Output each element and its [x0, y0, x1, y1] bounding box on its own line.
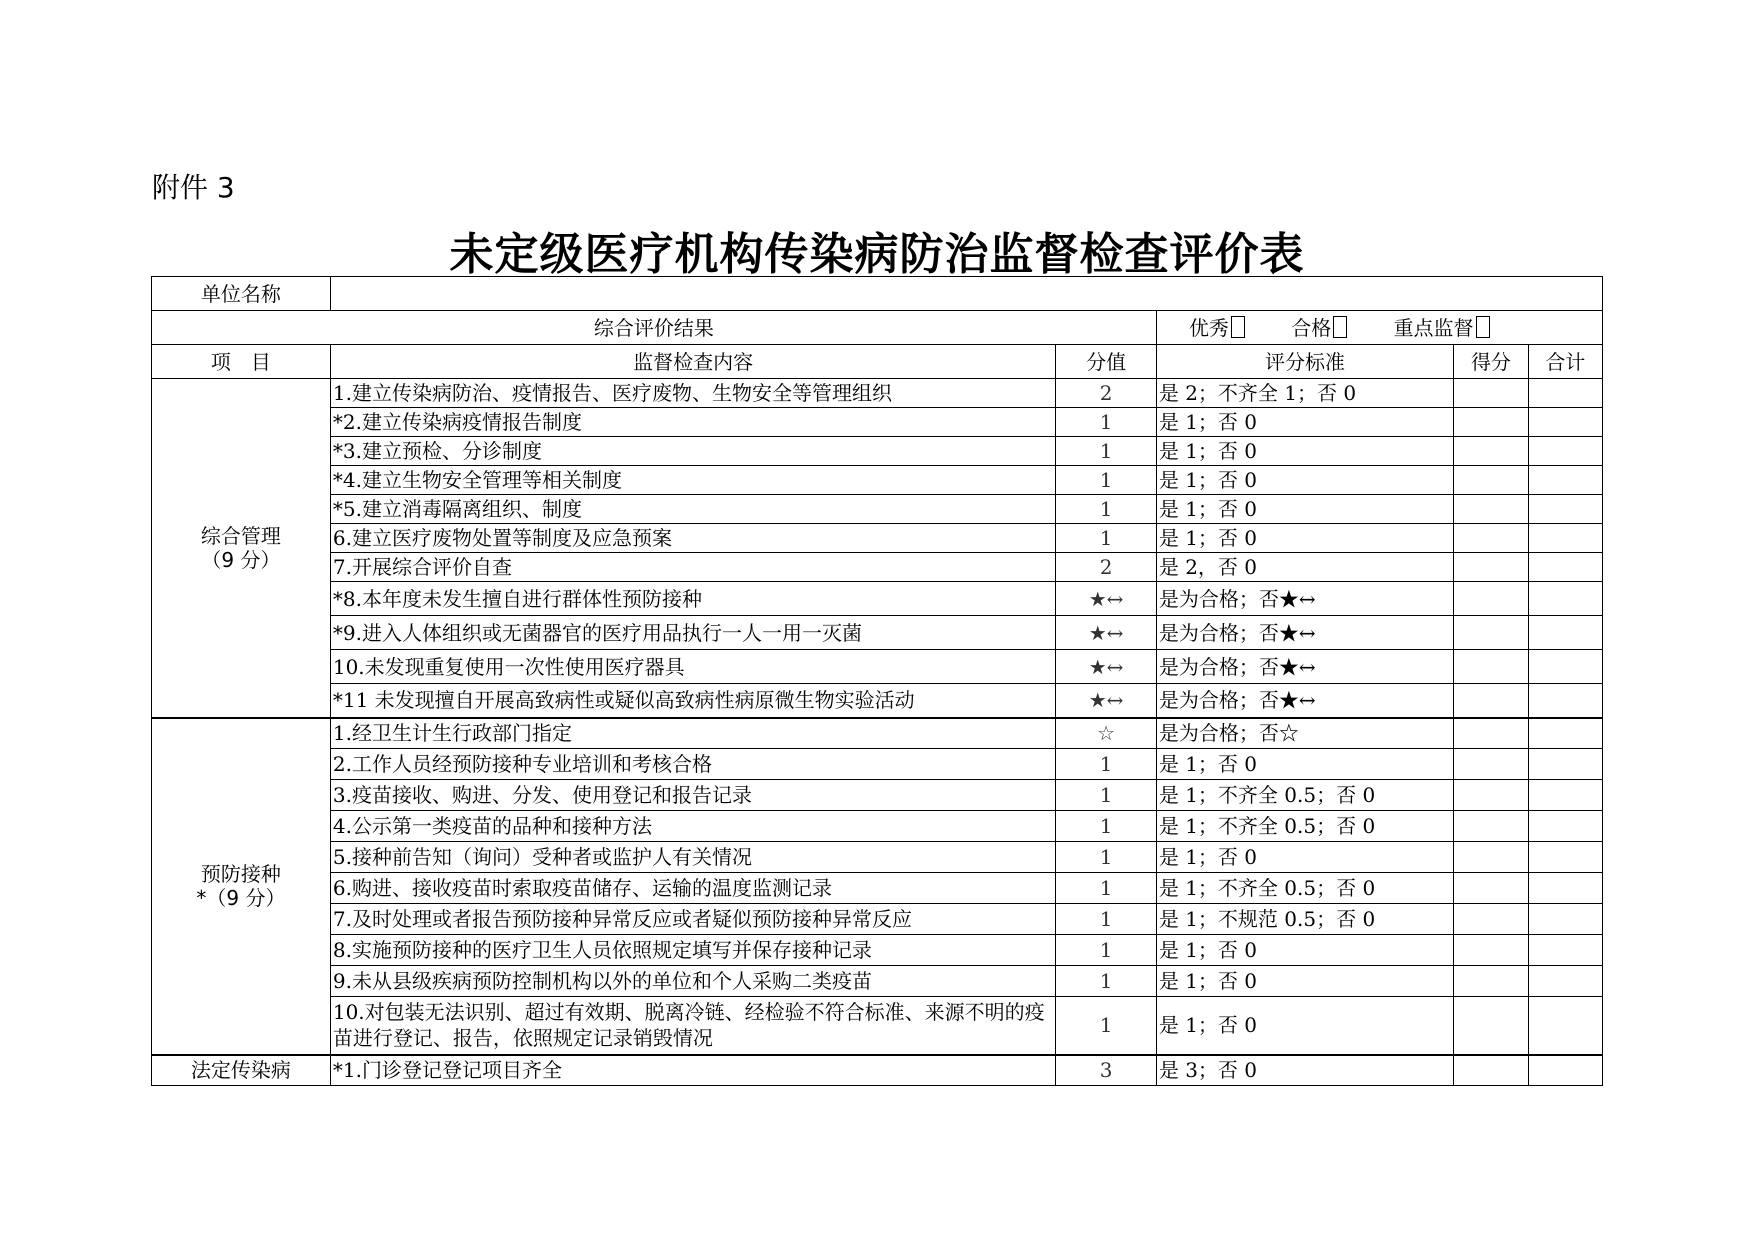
checkbox-icon[interactable] — [1476, 316, 1490, 338]
table-row — [152, 935, 1603, 966]
scoring-standard: 是 1；不齐全 0.5；否 0 — [1156, 811, 1453, 842]
table-row — [152, 495, 1603, 524]
scoring-standard: 是 1；否 0 — [1156, 408, 1453, 437]
overall-label: 综合评价结果 — [152, 311, 1157, 345]
header-standard: 评分标准 — [1156, 345, 1453, 379]
table-row — [152, 650, 1603, 684]
check-content: 2.工作人员经预防接种专业培训和考核合格 — [330, 749, 1056, 780]
scoring-standard: 是 3；否 0 — [1156, 1055, 1453, 1086]
total-score-field[interactable] — [1528, 495, 1602, 524]
unit-label: 单位名称 — [152, 277, 331, 311]
got-score-field[interactable] — [1454, 495, 1528, 524]
section-name-cell — [152, 1055, 331, 1086]
check-content: *9.进入人体组织或无菌器官的医疗用品执行一人一用一灭菌 — [330, 616, 1056, 650]
got-score-field[interactable] — [1454, 935, 1528, 966]
score-value: 1 — [1056, 408, 1156, 437]
check-content: 1.建立传染病防治、疫情报告、医疗废物、生物安全等管理组织 — [330, 379, 1056, 408]
scoring-standard: 是 1；否 0 — [1156, 749, 1453, 780]
total-score-field[interactable] — [1528, 524, 1602, 553]
attachment-label: 附件 3 — [152, 171, 235, 204]
scoring-standard: 是 1；否 0 — [1156, 842, 1453, 873]
section-name: 综合管理 — [200, 523, 281, 548]
got-score-field[interactable] — [1454, 718, 1528, 749]
unit-row — [152, 277, 1603, 311]
got-score-field[interactable] — [1454, 842, 1528, 873]
scoring-standard: 是 1；否 0 — [1156, 997, 1453, 1055]
overall-options — [1156, 311, 1602, 345]
total-score-field[interactable] — [1528, 684, 1602, 718]
score-value: ★↔ — [1056, 582, 1156, 616]
total-score-field[interactable] — [1528, 904, 1602, 935]
score-value: 2 — [1056, 379, 1156, 408]
got-score-field[interactable] — [1454, 873, 1528, 904]
got-score-field[interactable] — [1454, 553, 1528, 582]
total-score-field[interactable] — [1528, 553, 1602, 582]
table-row — [152, 616, 1603, 650]
check-content: 10.对包装无法识别、超过有效期、脱离冷链、经检验不符合标准、来源不明的疫苗进行登记、报告，依照规定记录销毁情况 — [330, 997, 1056, 1055]
score-value: 1 — [1056, 749, 1156, 780]
total-score-field[interactable] — [1528, 966, 1602, 997]
table-row — [152, 904, 1603, 935]
table-row — [152, 408, 1603, 437]
table-row — [152, 553, 1603, 582]
option-excellent[interactable]: 优秀 — [1189, 316, 1245, 340]
check-content: 3.疫苗接收、购进、分发、使用登记和报告记录 — [330, 780, 1056, 811]
total-score-field[interactable] — [1528, 718, 1602, 749]
check-content: 7.开展综合评价自查 — [330, 553, 1056, 582]
score-value: 1 — [1056, 495, 1156, 524]
table-row — [152, 811, 1603, 842]
total-score-field[interactable] — [1528, 873, 1602, 904]
scoring-standard: 是 1；否 0 — [1156, 935, 1453, 966]
header-content: 监督检查内容 — [330, 345, 1056, 379]
check-content: *4.建立生物安全管理等相关制度 — [330, 466, 1056, 495]
scoring-standard: 是 1；不规范 0.5；否 0 — [1156, 904, 1453, 935]
score-value: 1 — [1056, 842, 1156, 873]
got-score-field[interactable] — [1454, 997, 1528, 1055]
table-row — [152, 718, 1603, 749]
section-name: 预防接种 — [200, 862, 281, 886]
score-value: 2 — [1056, 553, 1156, 582]
section-points: *（9 分） — [196, 886, 286, 910]
got-score-field[interactable] — [1454, 904, 1528, 935]
scoring-standard: 是为合格；否☆ — [1156, 718, 1453, 749]
scoring-standard: 是 1；否 0 — [1156, 966, 1453, 997]
scoring-standard: 是为合格；否★↔ — [1156, 684, 1453, 718]
scoring-standard: 是 1；不齐全 0.5；否 0 — [1156, 873, 1453, 904]
got-score-field[interactable] — [1454, 437, 1528, 466]
total-score-field[interactable] — [1528, 749, 1602, 780]
score-value: 1 — [1056, 780, 1156, 811]
check-content: *3.建立预检、分诊制度 — [330, 437, 1056, 466]
check-content: *2.建立传染病疫情报告制度 — [330, 408, 1056, 437]
got-score-field[interactable] — [1454, 749, 1528, 780]
got-score-field[interactable] — [1454, 650, 1528, 684]
scoring-standard: 是 2；不齐全 1；否 0 — [1156, 379, 1453, 408]
checkbox-icon[interactable] — [1333, 316, 1347, 338]
got-score-field[interactable] — [1454, 684, 1528, 718]
got-score-field[interactable] — [1454, 524, 1528, 553]
header-total: 合计 — [1528, 345, 1602, 379]
got-score-field[interactable] — [1454, 1055, 1528, 1086]
check-content: 7.及时处理或者报告预防接种异常反应或者疑似预防接种异常反应 — [330, 904, 1056, 935]
score-value: 1 — [1056, 997, 1156, 1055]
header-got: 得分 — [1454, 345, 1528, 379]
option-qualified[interactable]: 合格 — [1291, 316, 1347, 340]
score-value: 1 — [1056, 466, 1156, 495]
total-score-field[interactable] — [1528, 408, 1602, 437]
score-value: 1 — [1056, 437, 1156, 466]
table-row — [152, 1055, 1603, 1086]
table-row — [152, 873, 1603, 904]
scoring-standard: 是 2，否 0 — [1156, 553, 1453, 582]
table-row — [152, 437, 1603, 466]
table-row — [152, 997, 1603, 1055]
check-content: 8.实施预防接种的医疗卫生人员依照规定填写并保存接种记录 — [330, 935, 1056, 966]
score-value: ★↔ — [1056, 650, 1156, 684]
check-content: 9.未从县级疾病预防控制机构以外的单位和个人采购二类疫苗 — [330, 966, 1056, 997]
score-value: 1 — [1056, 873, 1156, 904]
total-score-field[interactable] — [1528, 935, 1602, 966]
option-key-supervision[interactable]: 重点监督 — [1394, 316, 1490, 340]
check-content: 5.接种前告知（询问）受种者或监护人有关情况 — [330, 842, 1056, 873]
scoring-standard: 是为合格；否★↔ — [1156, 582, 1453, 616]
got-score-field[interactable] — [1454, 966, 1528, 997]
got-score-field[interactable] — [1454, 408, 1528, 437]
check-content: *5.建立消毒隔离组织、制度 — [330, 495, 1056, 524]
score-value: 1 — [1056, 524, 1156, 553]
scoring-standard: 是 1；否 0 — [1156, 524, 1453, 553]
check-content: *11 未发现擅自开展高致病性或疑似高致病性病原微生物实验活动 — [330, 684, 1056, 718]
table-row — [152, 749, 1603, 780]
check-content: 1.经卫生计生行政部门指定 — [330, 718, 1056, 749]
header-row — [152, 345, 1603, 379]
scoring-standard: 是 1；否 0 — [1156, 495, 1453, 524]
check-content: 10.未发现重复使用一次性使用医疗器具 — [330, 650, 1056, 684]
total-score-field[interactable] — [1528, 1055, 1602, 1086]
score-value: 1 — [1056, 966, 1156, 997]
check-content: 4.公示第一类疫苗的品种和接种方法 — [330, 811, 1056, 842]
table-row — [152, 684, 1603, 718]
header-item: 项 目 — [152, 345, 331, 379]
scoring-standard: 是为合格；否★↔ — [1156, 616, 1453, 650]
table-row — [152, 780, 1603, 811]
scoring-standard: 是 1；否 0 — [1156, 437, 1453, 466]
got-score-field[interactable] — [1454, 780, 1528, 811]
evaluation-table — [151, 276, 1603, 1086]
section-name-cell — [152, 718, 331, 1055]
section-name: 法定传染病 — [190, 1058, 291, 1083]
section-name-cell — [152, 379, 331, 718]
header-score: 分值 — [1056, 345, 1156, 379]
score-value: ★↔ — [1056, 616, 1156, 650]
page-title: 未定级医疗机构传染病防治监督检查评价表 — [449, 229, 1305, 280]
total-score-field[interactable] — [1528, 437, 1602, 466]
score-value: ★↔ — [1056, 684, 1156, 718]
got-score-field[interactable] — [1454, 811, 1528, 842]
table-row — [152, 966, 1603, 997]
table-row — [152, 466, 1603, 495]
total-score-field[interactable] — [1528, 650, 1602, 684]
table-row — [152, 582, 1603, 616]
got-score-field[interactable] — [1454, 582, 1528, 616]
unit-value-field[interactable] — [330, 277, 1602, 311]
total-score-field[interactable] — [1528, 780, 1602, 811]
overall-row — [152, 311, 1603, 345]
got-score-field[interactable] — [1454, 466, 1528, 495]
total-score-field[interactable] — [1528, 842, 1602, 873]
check-content: *8.本年度未发生擅自进行群体性预防接种 — [330, 582, 1056, 616]
got-score-field[interactable] — [1454, 616, 1528, 650]
total-score-field[interactable] — [1528, 466, 1602, 495]
scoring-standard: 是 1；否 0 — [1156, 466, 1453, 495]
got-score-field[interactable] — [1454, 379, 1528, 408]
check-content: 6.建立医疗废物处置等制度及应急预案 — [330, 524, 1056, 553]
table-row — [152, 379, 1603, 408]
scoring-standard: 是 1；不齐全 0.5；否 0 — [1156, 780, 1453, 811]
checkbox-icon[interactable] — [1231, 316, 1245, 338]
score-value: 3 — [1056, 1055, 1156, 1086]
scoring-standard: 是为合格；否★↔ — [1156, 650, 1453, 684]
check-content: 6.购进、接收疫苗时索取疫苗储存、运输的温度监测记录 — [330, 873, 1056, 904]
table-row — [152, 842, 1603, 873]
total-score-field[interactable] — [1528, 616, 1602, 650]
score-value: 1 — [1056, 811, 1156, 842]
total-score-field[interactable] — [1528, 379, 1602, 408]
section-points: （9 分） — [201, 547, 281, 572]
total-score-field[interactable] — [1528, 997, 1602, 1055]
total-score-field[interactable] — [1528, 582, 1602, 616]
score-value: 1 — [1056, 935, 1156, 966]
score-value: ☆ — [1056, 718, 1156, 749]
check-content: *1.门诊登记登记项目齐全 — [330, 1055, 1056, 1086]
table-row — [152, 524, 1603, 553]
score-value: 1 — [1056, 904, 1156, 935]
total-score-field[interactable] — [1528, 811, 1602, 842]
